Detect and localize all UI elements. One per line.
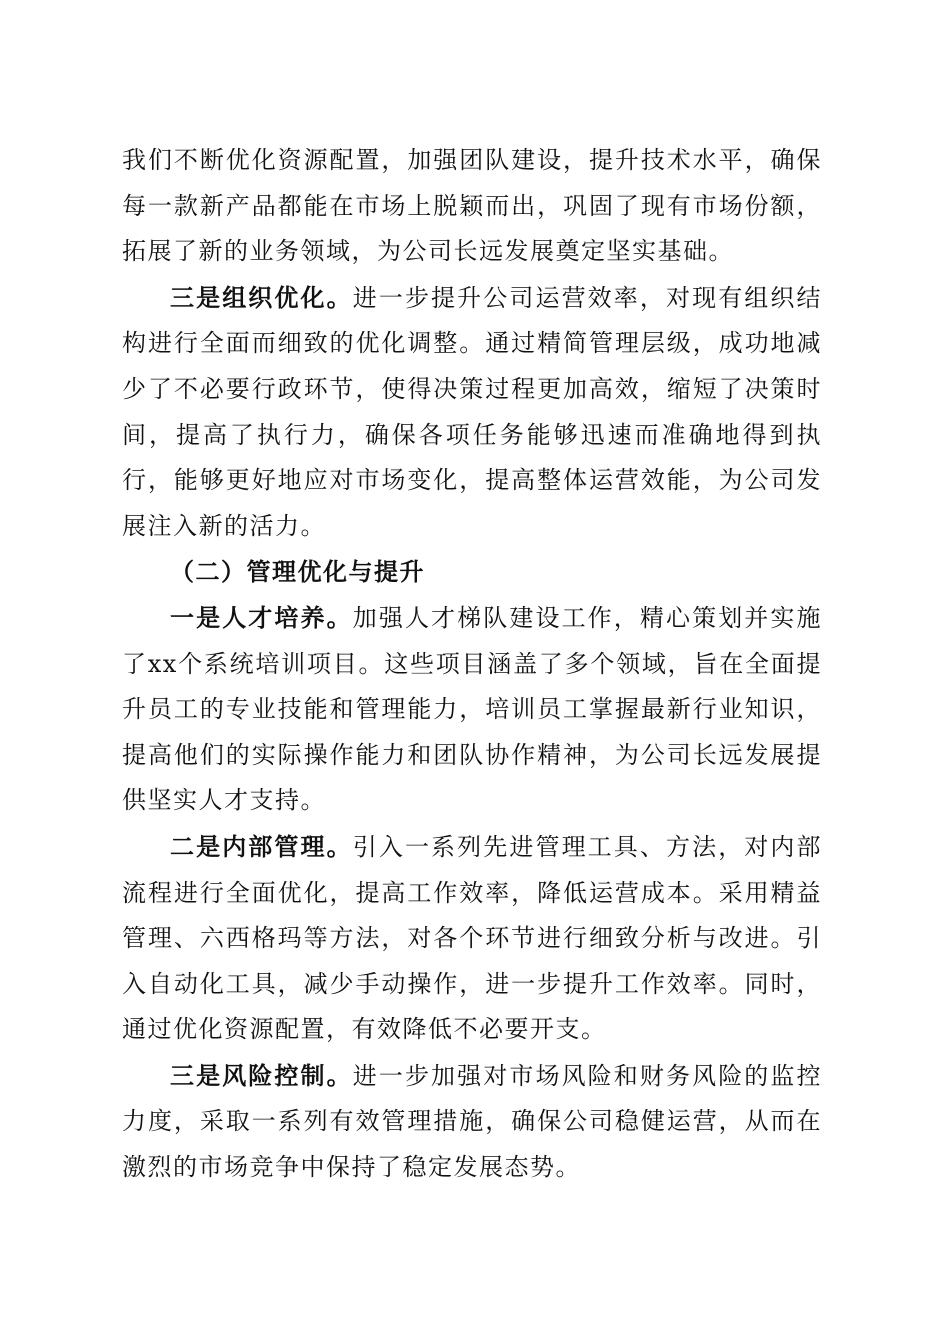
paragraph-text: 引入一系列先进管理工具、方法，对内部流程进行全面优化，提高工作效率，降低运营成本。采用精益管理、六西格玛等方法，对各个环节进行细致分析与改进。引入自动化工具，减少手动操作，进一步提升工作效率。同时，通过优化资源配置，有效降低不必要开支。 (122, 832, 823, 1044)
paragraph-organization-optimization (122, 275, 822, 550)
paragraph-text: 进一步加强对市场风险和财务风险的监控力度，采取一系列有效管理措施，确保公司稳健运营，从而在激烈的市场竞争中保持了稳定发展态势。 (122, 1061, 823, 1182)
paragraph-text: 进一步提升公司运营效率，对现有组织结构进行全面而细致的优化调整。通过精简管理层级，成功地减少了不必要行政环节，使得决策过程更加高效，缩短了决策时间，提高了执行力，确保各项任务能够迅速而准确地得到执行，能够更好地应对市场变化，提高整体运营效能，为公司发展注入新的活力。 (122, 283, 823, 540)
paragraph-lead: 三是组织优化。 (170, 282, 353, 312)
paragraph-talent-training (122, 595, 822, 824)
paragraph-continuation (122, 138, 822, 275)
paragraph-lead: 三是风险控制。 (170, 1060, 353, 1090)
paragraph-lead: 一是人才培养。 (170, 602, 353, 632)
paragraph-text: 加强人才梯队建设工作，精心策划并实施了xx个系统培训项目。这些项目涵盖了多个领域，旨在全面提升员工的专业技能和管理能力，培训员工掌握最新行业知识，提高他们的实际操作能力和团队协作精神，为公司长远发展提供坚实人才支持。 (122, 603, 823, 815)
paragraph-text: 我们不断优化资源配置，加强团队建设，提升技术水平，确保每一款新产品都能在市场上脱颖而出，巩固了现有市场份额，拓展了新的业务领域，为公司长远发展奠定坚实基础。 (122, 146, 822, 266)
section-heading: （二）管理优化与提升 (170, 557, 425, 587)
paragraph-internal-management (122, 824, 822, 1053)
paragraph-risk-control (122, 1053, 822, 1191)
paragraph-lead: 二是内部管理。 (170, 831, 353, 861)
document-page (122, 138, 822, 1191)
